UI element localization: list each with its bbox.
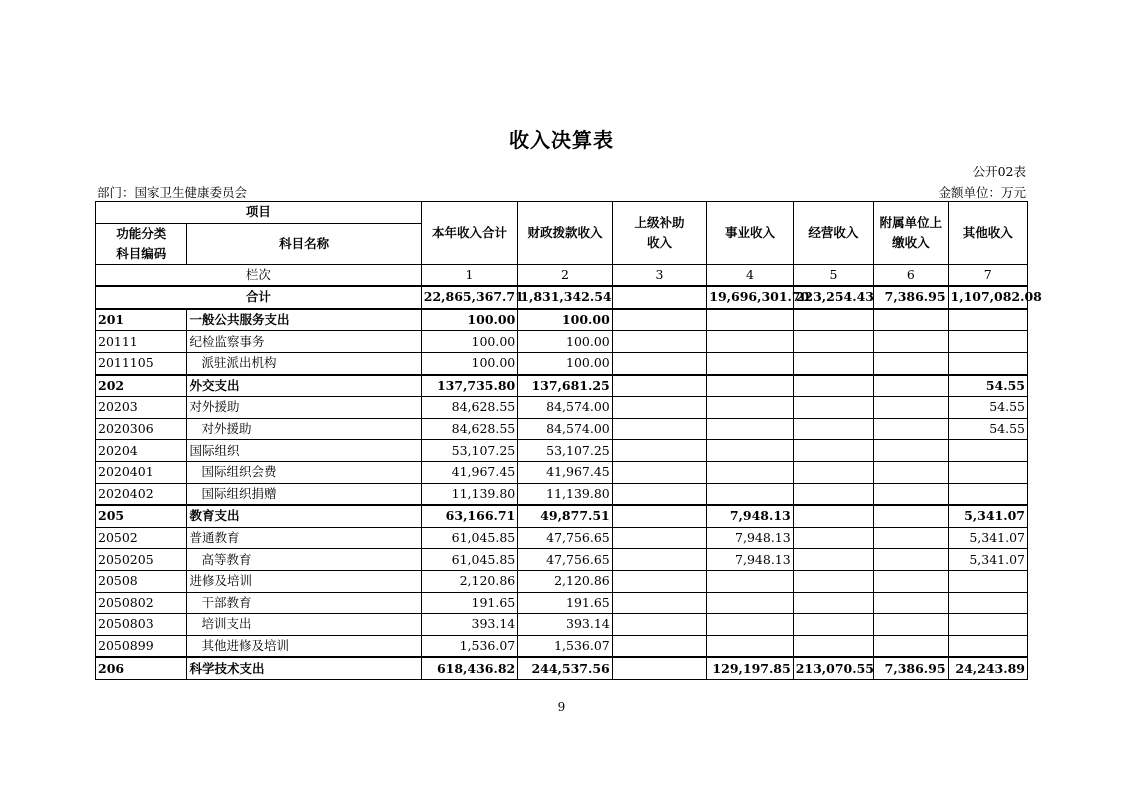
row-value bbox=[874, 397, 948, 419]
row-code: 2050205 bbox=[96, 549, 187, 571]
row-value: 7,386.95 bbox=[874, 657, 948, 679]
row-value bbox=[948, 309, 1027, 331]
col-number: 1 bbox=[421, 264, 518, 286]
row-subject-name: 干部教育 bbox=[187, 592, 421, 614]
col-number: 4 bbox=[707, 264, 793, 286]
row-value: 7,948.13 bbox=[707, 505, 793, 527]
row-value bbox=[612, 461, 707, 483]
row-code: 2050899 bbox=[96, 635, 187, 657]
row-value: 100.00 bbox=[421, 331, 518, 353]
row-value: 7,948.13 bbox=[707, 527, 793, 549]
row-value bbox=[707, 309, 793, 331]
row-code: 20502 bbox=[96, 527, 187, 549]
row-code: 2020402 bbox=[96, 483, 187, 505]
row-value bbox=[707, 418, 793, 440]
row-value bbox=[612, 375, 707, 397]
row-value bbox=[874, 549, 948, 571]
income-table bbox=[95, 201, 1042, 680]
row-subject-name: 外交支出 bbox=[187, 375, 421, 397]
header-col-operating: 经营收入 bbox=[793, 202, 873, 265]
row-value: 393.14 bbox=[518, 614, 613, 636]
row-value: 100.00 bbox=[518, 352, 613, 374]
header-col-other: 其他收入 bbox=[948, 202, 1027, 265]
row-subject-name: 国际组织会费 bbox=[187, 461, 421, 483]
col-number: 2 bbox=[518, 264, 613, 286]
column-number-row bbox=[96, 264, 1028, 286]
row-value bbox=[793, 527, 873, 549]
row-subject-name: 培训支出 bbox=[187, 614, 421, 636]
table-row bbox=[96, 418, 1028, 440]
row-value: 100.00 bbox=[518, 309, 613, 331]
row-value: 129,197.85 bbox=[707, 657, 793, 679]
row-value bbox=[948, 635, 1027, 657]
row-label-lanci: 栏次 bbox=[96, 264, 422, 286]
total-value: 22,865,367.71 bbox=[421, 286, 518, 309]
row-subject-name: 对外援助 bbox=[187, 397, 421, 419]
row-value bbox=[793, 375, 873, 397]
table-row bbox=[96, 483, 1028, 505]
row-value bbox=[612, 592, 707, 614]
row-value bbox=[874, 592, 948, 614]
row-value bbox=[612, 331, 707, 353]
row-value bbox=[793, 505, 873, 527]
row-value bbox=[874, 461, 948, 483]
row-code: 20204 bbox=[96, 440, 187, 462]
row-subject-name: 国际组织捐赠 bbox=[187, 483, 421, 505]
row-value: 5,341.07 bbox=[948, 549, 1027, 571]
row-value: 191.65 bbox=[518, 592, 613, 614]
row-code: 2011105 bbox=[96, 352, 187, 374]
col-number: 7 bbox=[948, 264, 1027, 286]
header-col-fiscal: 财政拨款收入 bbox=[518, 202, 613, 265]
row-code: 202 bbox=[96, 375, 187, 397]
row-value: 5,341.07 bbox=[948, 505, 1027, 527]
row-value bbox=[707, 461, 793, 483]
row-code: 205 bbox=[96, 505, 187, 527]
row-code: 2050803 bbox=[96, 614, 187, 636]
row-value bbox=[793, 440, 873, 462]
row-value bbox=[874, 352, 948, 374]
row-value: 54.55 bbox=[948, 397, 1027, 419]
row-value: 54.55 bbox=[948, 375, 1027, 397]
table-row bbox=[96, 635, 1028, 657]
row-value bbox=[793, 418, 873, 440]
row-code: 201 bbox=[96, 309, 187, 331]
row-value: 100.00 bbox=[421, 309, 518, 331]
row-value: 1,536.07 bbox=[421, 635, 518, 657]
row-value bbox=[793, 331, 873, 353]
table-row bbox=[96, 352, 1028, 374]
row-value: 100.00 bbox=[421, 352, 518, 374]
form-number: 公开02表 bbox=[972, 164, 1026, 179]
row-value: 618,436.82 bbox=[421, 657, 518, 679]
row-value bbox=[948, 440, 1027, 462]
table-row bbox=[96, 309, 1028, 331]
row-subject-name: 其他进修及培训 bbox=[187, 635, 421, 657]
row-value bbox=[707, 352, 793, 374]
header-col-business: 事业收入 bbox=[707, 202, 793, 265]
row-value bbox=[948, 570, 1027, 592]
row-value bbox=[874, 375, 948, 397]
row-value bbox=[707, 570, 793, 592]
row-value: 41,967.45 bbox=[421, 461, 518, 483]
row-value: 84,574.00 bbox=[518, 397, 613, 419]
total-value: 1,107,082.08 bbox=[948, 286, 1027, 309]
row-value bbox=[874, 483, 948, 505]
header-col-total: 本年收入合计 bbox=[421, 202, 518, 265]
row-code: 2020401 bbox=[96, 461, 187, 483]
row-value: 84,574.00 bbox=[518, 418, 613, 440]
table-row bbox=[96, 592, 1028, 614]
row-subject-name: 科学技术支出 bbox=[187, 657, 421, 679]
row-value bbox=[707, 483, 793, 505]
row-value bbox=[793, 461, 873, 483]
total-value: 223,254.43 bbox=[793, 286, 873, 309]
row-value: 61,045.85 bbox=[421, 549, 518, 571]
row-value bbox=[793, 397, 873, 419]
row-value bbox=[707, 635, 793, 657]
row-value: 47,756.65 bbox=[518, 549, 613, 571]
row-value bbox=[874, 635, 948, 657]
row-value bbox=[612, 309, 707, 331]
row-code: 20203 bbox=[96, 397, 187, 419]
row-code: 206 bbox=[96, 657, 187, 679]
table-row bbox=[96, 440, 1028, 462]
document-title: 收入决算表 bbox=[509, 128, 614, 152]
row-value: 47,756.65 bbox=[518, 527, 613, 549]
row-value bbox=[874, 527, 948, 549]
total-label: 合计 bbox=[96, 286, 422, 309]
total-value bbox=[612, 286, 707, 309]
table-row bbox=[96, 375, 1028, 397]
row-value bbox=[874, 309, 948, 331]
table-row bbox=[96, 461, 1028, 483]
table-body bbox=[96, 309, 1028, 680]
table-row bbox=[96, 505, 1028, 527]
row-value bbox=[707, 440, 793, 462]
row-value bbox=[612, 505, 707, 527]
row-value bbox=[793, 635, 873, 657]
table-row bbox=[96, 614, 1028, 636]
row-value bbox=[793, 570, 873, 592]
total-value: 19,696,301.70 bbox=[707, 286, 793, 309]
row-value: 24,243.89 bbox=[948, 657, 1027, 679]
row-value bbox=[612, 657, 707, 679]
row-value bbox=[948, 483, 1027, 505]
table-row bbox=[96, 527, 1028, 549]
table-row bbox=[96, 570, 1028, 592]
row-value: 11,139.80 bbox=[421, 483, 518, 505]
header-row-project bbox=[96, 202, 1028, 224]
total-value: 7,386.95 bbox=[874, 286, 948, 309]
row-value: 63,166.71 bbox=[421, 505, 518, 527]
row-value bbox=[793, 592, 873, 614]
row-value: 100.00 bbox=[518, 331, 613, 353]
table-row bbox=[96, 549, 1028, 571]
row-code: 2020306 bbox=[96, 418, 187, 440]
row-value: 84,628.55 bbox=[421, 418, 518, 440]
row-value bbox=[612, 440, 707, 462]
row-value bbox=[707, 614, 793, 636]
row-value bbox=[612, 397, 707, 419]
header-project: 项目 bbox=[96, 202, 422, 224]
row-value bbox=[612, 483, 707, 505]
row-code: 20111 bbox=[96, 331, 187, 353]
row-value: 393.14 bbox=[421, 614, 518, 636]
row-value: 84,628.55 bbox=[421, 397, 518, 419]
header-col-superior: 上级补助 收入 bbox=[612, 202, 707, 265]
row-value bbox=[948, 592, 1027, 614]
row-value bbox=[707, 331, 793, 353]
row-value bbox=[793, 549, 873, 571]
row-subject-name: 教育支出 bbox=[187, 505, 421, 527]
total-value: 1,831,342.54 bbox=[518, 286, 613, 309]
row-subject-name: 高等教育 bbox=[187, 549, 421, 571]
row-subject-name: 纪检监察事务 bbox=[187, 331, 421, 353]
row-value bbox=[948, 614, 1027, 636]
row-value: 244,537.56 bbox=[518, 657, 613, 679]
table-row bbox=[96, 397, 1028, 419]
row-value: 53,107.25 bbox=[518, 440, 613, 462]
row-value bbox=[707, 592, 793, 614]
row-value: 191.65 bbox=[421, 592, 518, 614]
row-value: 5,341.07 bbox=[948, 527, 1027, 549]
row-value bbox=[874, 418, 948, 440]
col-number: 3 bbox=[612, 264, 707, 286]
page-number: 9 bbox=[557, 700, 566, 714]
row-value: 11,139.80 bbox=[518, 483, 613, 505]
row-value bbox=[707, 375, 793, 397]
row-value: 213,070.55 bbox=[793, 657, 873, 679]
row-value bbox=[612, 527, 707, 549]
row-value bbox=[707, 397, 793, 419]
row-value bbox=[793, 614, 873, 636]
row-subject-name: 普通教育 bbox=[187, 527, 421, 549]
row-subject-name: 一般公共服务支出 bbox=[187, 309, 421, 331]
row-value: 7,948.13 bbox=[707, 549, 793, 571]
row-value bbox=[793, 309, 873, 331]
row-value bbox=[612, 418, 707, 440]
row-value bbox=[874, 331, 948, 353]
row-value: 53,107.25 bbox=[421, 440, 518, 462]
table-row bbox=[96, 657, 1028, 679]
row-code: 2050802 bbox=[96, 592, 187, 614]
row-value: 54.55 bbox=[948, 418, 1027, 440]
row-value bbox=[612, 614, 707, 636]
row-value bbox=[612, 549, 707, 571]
header-func-code: 功能分类 科目编码 bbox=[96, 223, 187, 264]
row-value: 137,735.80 bbox=[421, 375, 518, 397]
row-value bbox=[874, 570, 948, 592]
col-number: 6 bbox=[874, 264, 948, 286]
row-code: 20508 bbox=[96, 570, 187, 592]
row-value bbox=[948, 352, 1027, 374]
row-value bbox=[793, 483, 873, 505]
row-value bbox=[612, 352, 707, 374]
row-subject-name: 国际组织 bbox=[187, 440, 421, 462]
amount-unit-label: 金额单位：万元 bbox=[938, 185, 1026, 200]
row-value bbox=[874, 614, 948, 636]
row-value: 61,045.85 bbox=[421, 527, 518, 549]
row-value: 49,877.51 bbox=[518, 505, 613, 527]
row-value bbox=[874, 440, 948, 462]
row-subject-name: 对外援助 bbox=[187, 418, 421, 440]
department-label: 部门：国家卫生健康委员会 bbox=[97, 185, 248, 200]
row-value bbox=[948, 331, 1027, 353]
table-row bbox=[96, 331, 1028, 353]
row-value: 2,120.86 bbox=[421, 570, 518, 592]
header-col-affiliated: 附属单位上 缴收入 bbox=[874, 202, 948, 265]
row-value bbox=[874, 505, 948, 527]
row-value bbox=[612, 570, 707, 592]
row-value: 41,967.45 bbox=[518, 461, 613, 483]
row-value bbox=[793, 352, 873, 374]
row-value: 137,681.25 bbox=[518, 375, 613, 397]
row-subject-name: 派驻派出机构 bbox=[187, 352, 421, 374]
header-subject-name: 科目名称 bbox=[187, 223, 421, 264]
col-number: 5 bbox=[793, 264, 873, 286]
row-value: 1,536.07 bbox=[518, 635, 613, 657]
row-value bbox=[612, 635, 707, 657]
row-value bbox=[948, 461, 1027, 483]
total-row bbox=[96, 286, 1028, 309]
row-subject-name: 进修及培训 bbox=[187, 570, 421, 592]
row-value: 2,120.86 bbox=[518, 570, 613, 592]
